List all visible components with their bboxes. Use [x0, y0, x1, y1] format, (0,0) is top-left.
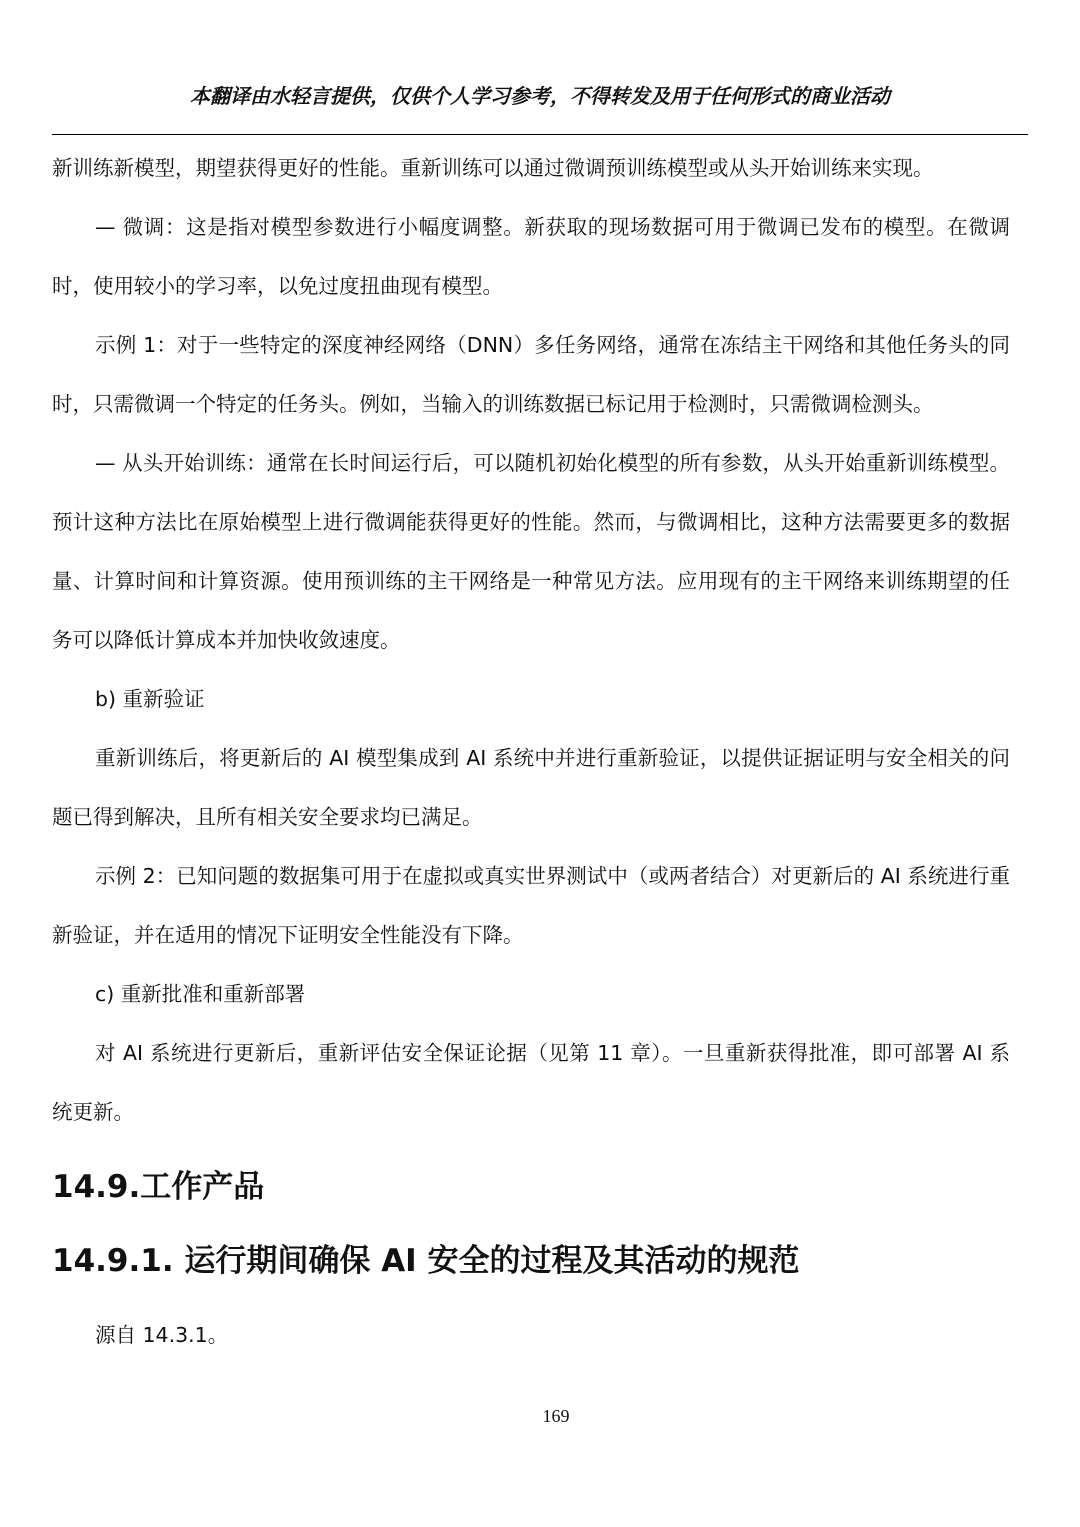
paragraph-reapproval: 对 AI 系统进行更新后，重新评估安全保证论据（见第 11 章）。一旦重新获得批准，即可部署 AI 系统更新。	[52, 1041, 1010, 1124]
header-divider	[52, 134, 1028, 135]
paragraph-example-1: 示例 1：对于一些特定的深度神经网络（DNN）多任务网络，通常在冻结主干网络和其他任务头的同时，只需微调一个特定的任务头。例如，当输入的训练数据已标记用于检测时，只需微调检测头。	[52, 333, 1010, 416]
page-number: 169	[542, 1406, 570, 1426]
paragraph-fine-tuning: — 微调：这是指对模型参数进行小幅度调整。新获取的现场数据可用于微调已发布的模型。在微调时，使用较小的学习率，以免过度扭曲现有模型。	[52, 215, 1010, 298]
source-reference: 源自 14.3.1。	[95, 1323, 229, 1347]
paragraph-example-2: 示例 2：已知问题的数据集可用于在虚拟或真实世界测试中（或两者结合）对更新后的 AI 系统进行重新验证，并在适用的情况下证明安全性能没有下降。	[52, 864, 1010, 947]
list-item-revalidation: b) 重新验证	[95, 687, 205, 711]
list-item-reapproval-redeployment: c) 重新批准和重新部署	[95, 982, 306, 1006]
page-header: 本翻译由水轻言提供，仅供个人学习参考，不得转发及用于任何形式的商业活动	[190, 84, 890, 108]
paragraph-revalidation: 重新训练后，将更新后的 AI 模型集成到 AI 系统中并进行重新验证，以提供证据证明与安全相关的问题已得到解决，且所有相关安全要求均已满足。	[52, 746, 1010, 829]
paragraph-retraining-continued: 新训练新模型，期望获得更好的性能。重新训练可以通过微调预训练模型或从头开始训练来实现。	[52, 156, 934, 180]
section-heading: 14.9.工作产品	[52, 1169, 265, 1205]
body-text	[52, 139, 1010, 1142]
paragraph-training-from-scratch: — 从头开始训练：通常在长时间运行后，可以随机初始化模型的所有参数，从头开始重新训练模型。预计这种方法比在原始模型上进行微调能获得更好的性能。然而，与微调相比，这种方法需要更多的数据量、计算时间和计算资源。使用预训练的主干网络是一种常见方法。应用现有的主干网络来训练期望的任务可以降低计算成本并加快收敛速度。	[52, 451, 1010, 652]
subsection-heading: 14.9.1. 运行期间确保 AI 安全的过程及其活动的规范	[52, 1243, 800, 1279]
